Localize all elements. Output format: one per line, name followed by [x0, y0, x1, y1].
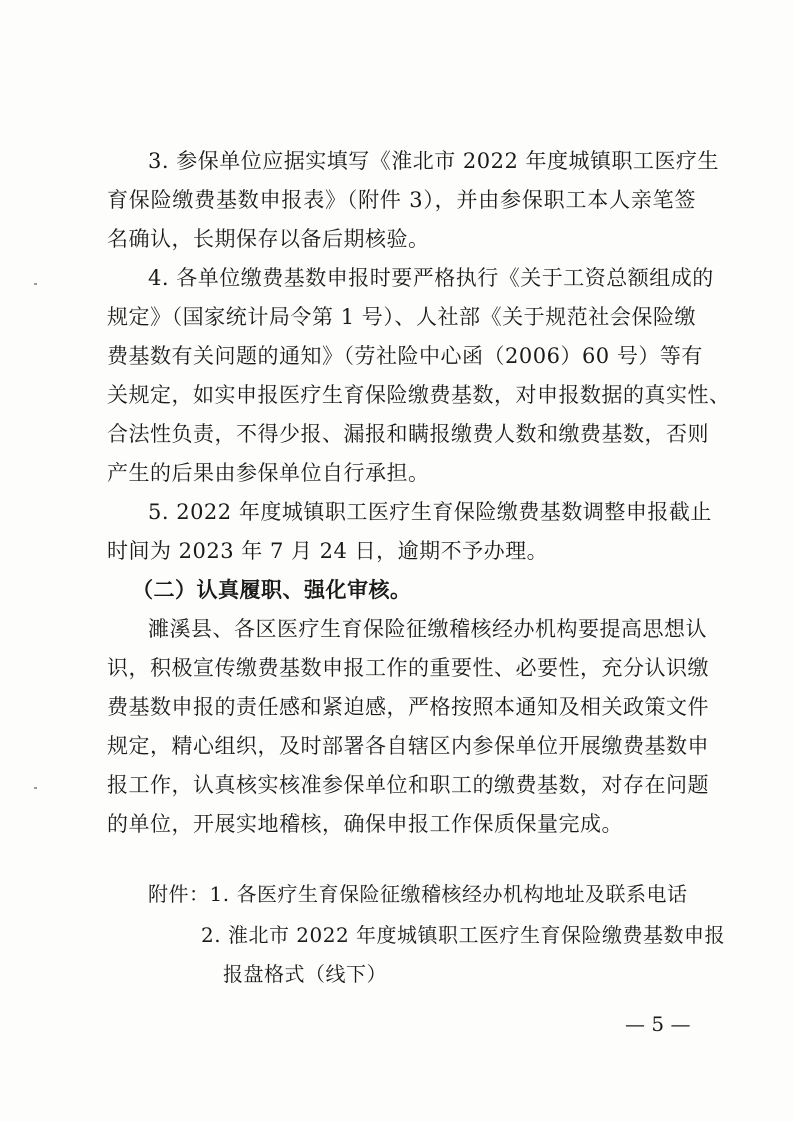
paragraph-6-line-4: 规定，精心组织，及时部署各自辖区内参保单位开展缴费基数申 — [107, 734, 709, 758]
paragraph-5-line-2: 时间为 2023 年 7 月 24 日，逾期不予办理。 — [107, 539, 549, 563]
binding-mark — [34, 787, 37, 789]
attachment-item-2-continued: 报盘格式（线下） — [223, 962, 387, 986]
paragraph-6-line-6: 的单位，开展实地稽核，确保申报工作保质保量完成。 — [107, 812, 623, 836]
paragraph-4-line-1: 4. 各单位缴费基数申报时要严格执行《关于工资总额组成的 — [148, 266, 714, 290]
paragraph-4-line-6: 产生的后果由参保单位自行承担。 — [107, 461, 430, 485]
paragraph-6-line-5: 报工作，认真核实核准参保单位和职工的缴费基数，对存在问题 — [107, 773, 709, 797]
paragraph-3-line-3: 名确认，长期保存以备后期核验。 — [107, 227, 430, 251]
paragraph-4-line-2: 规定》（国家统计局令第 1 号）、人社部《关于规范社会保险缴 — [107, 305, 696, 329]
paragraph-3-line-2: 育保险缴费基数申报表》（附件 3），并由参保职工本人亲笔签 — [107, 188, 696, 212]
paragraph-6-line-3: 费基数申报的责任感和紧迫感，严格按照本通知及相关政策文件 — [107, 695, 709, 719]
paragraph-4-line-3: 费基数有关问题的通知》（劳社险中心函（2006）60 号）等有 — [107, 344, 703, 368]
page-number: — 5 — — [625, 1012, 691, 1036]
attachment-item-1: 附件：1. 各医疗生育保险征缴稽核经办机构地址及联系电话 — [148, 882, 688, 906]
paragraph-4-line-4: 关规定，如实申报医疗生育保险缴费基数，对申报数据的真实性、 — [107, 383, 731, 407]
paragraph-6-line-1: 濉溪县、各区医疗生育保险征缴稽核经办机构要提高思想认 — [148, 617, 707, 641]
paragraph-6-line-2: 识，积极宣传缴费基数申报工作的重要性、必要性，充分认识缴 — [107, 656, 709, 680]
section-heading: （二）认真履职、强化审核。 — [132, 577, 412, 602]
attachment-item-2: 2. 淮北市 2022 年度城镇职工医疗生育保险缴费基数申报 — [201, 923, 726, 947]
paragraph-3-line-1: 3. 参保单位应据实填写《淮北市 2022 年度城镇职工医疗生 — [148, 149, 720, 173]
binding-mark — [34, 283, 37, 285]
paragraph-4-line-5: 合法性负责，不得少报、漏报和瞒报缴费人数和缴费基数，否则 — [107, 422, 709, 446]
paragraph-5-line-1: 5. 2022 年度城镇职工医疗生育保险缴费基数调整申报截止 — [148, 500, 712, 524]
